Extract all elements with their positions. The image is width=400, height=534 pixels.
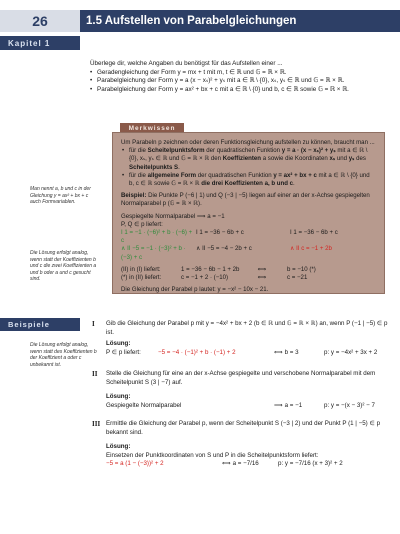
section-title: 1.5 Aufstellen von Parabelgleichungen [86,15,297,27]
memo-formula: y = a · (x − xₛ)² + yₛ [281,147,336,155]
solution-cell: −5 = a (1 − (−3))² + 2 [106,460,164,468]
system-cell: I 1 = −1 · (−6)² + b · (−6) + c [121,229,193,245]
solution-cell: p: y = −7/16 (x + 3)² + 2 [278,460,343,468]
solution-row [106,460,388,469]
solution-cell: p: y = −4x² + 3x + 2 [324,348,378,356]
intro-bullet: • Geradengleichung der Form y = mx + t mit m, t ∈ ℝ und 𝔾 = ℝ × ℝ. [90,69,390,78]
solution-cell: Gespiegelte Normalparabel [106,401,182,409]
sub-cell: 1 = −36 − 6b − 1 + 2b [181,265,240,273]
intro-bullet: • Parabelgleichung der Form y = ax² + bx + c mit a ∈ ℝ \ {0} und b, c ∈ ℝ sowie 𝔾 = ℝ × ℝ. [90,86,390,95]
memo-text: des [354,155,366,163]
solution-intro: Einsetzen der Punktkoordinaten von S und P in die Scheitelpunktsform liefert: [106,451,319,459]
margin-note-koeffizient: Die Lösung erfolgt analog, wenn statt des Koeffizienten b der Koeffizient a oder c unbekannt ist. [30,342,97,368]
system-cell: ∧ II −5 = −1 · (−3)² + b · (−3) + c [121,245,186,261]
beispiele-tab: Beispiele [0,318,80,331]
margin-note-analog: Die Lösung erfolgt analog, wenn statt der Koeffizienten b und c die zwei Koeffizienten a und b oder a und c gesucht sind. [30,250,97,283]
memo-substitution [121,266,376,282]
solution-label: Lösung: [106,443,131,451]
memo-text: der quadratischen Funktion [196,171,274,179]
system-cell: ∧ II −5 = −4 − 2b + c [196,245,252,253]
solution-cell: ⟺ b = 3 [274,348,299,356]
page-number: 26 [0,10,80,32]
system-cell: ∧ II c = −1 + 2b [290,245,332,253]
memo-text: für die [129,147,148,155]
memo-text: mit a ∈ ℝ \ {0} und b, c ∈ ℝ sowie 𝔾 = ℝ × ℝ [129,171,370,188]
memo-bullet-allgemeine-form [121,172,376,188]
memo-text: . [178,163,180,171]
example-task-2 [92,370,388,410]
sub-cell: ⟺ [257,274,267,282]
memo-bold: Koeffizienten [222,155,262,163]
solution-row [106,349,388,358]
memo-result: Die Gleichung der Parabel p lautet: y = −x² − 10x − 21. [121,286,269,294]
memo-bold: xₛ [329,155,336,163]
chapter-tab: Kapitel 1 [0,36,80,50]
example-task-3 [92,420,388,469]
memo-lead: Um Parabeln p zeichnen oder deren Funktionsgleichung aufstellen zu können, braucht man ... [121,139,375,146]
task-text: Stelle die Gleichung für eine an der x-Achse gespiegelte und verschobene Normalparabel mit dem Scheitelpunkt S (3 | −7) auf. [106,370,376,386]
memo-text: für die [129,171,148,179]
solution-cell: P ∈ p liefert: [106,348,141,356]
memo-example [121,192,376,208]
memo-text: der quadratischen Funktion [204,147,282,155]
solution-cell: ⟺ a = −7/16 [222,460,259,468]
intro-bullet: • Parabelgleichung der Form y = a (x − xₛ)² + yₛ mit a ∈ ℝ \ {0}, xₛ, yₛ ∈ ℝ und 𝔾 = ℝ × ℝ. [90,77,390,86]
memo-example-label: Beispiel: [121,192,147,200]
memo-bullets [121,147,376,188]
solution-row [106,402,388,411]
solution-cell: ⟹ a = −1 [274,401,303,409]
memo-formula: y = ax² + bx + c [273,171,317,179]
memo-text: und [335,155,349,163]
sub-cell: b = −10 (*) [287,265,316,273]
task-text: Gib die Gleichung der Parabel p mit y = −4x² + bx + 2 (b ∈ ℝ und 𝔾 = ℝ × ℝ) an, wenn P (−1 | −5) ∈ p ist. [106,320,388,336]
solution-label: Lösung: [106,393,131,401]
solution-cell: −5 = −4 · (−1)² + b · (−1) + 2 [158,348,236,356]
memo-system [121,229,376,262]
memo-bold: die drei Koeffizienten a, b und c [201,180,294,188]
memo-bullet-scheitelform [121,147,376,172]
solution-label: Lösung: [106,340,131,348]
task-text: Ermittle die Gleichung der Parabel p, wenn der Scheitelpunkt S (−3 | 2) und der Punkt P (1 | −5) ∈ p bekannt sind. [106,420,381,436]
intro-block [90,60,390,94]
memo-mirrored: Gespiegelte Normalparabel ⟹ a = −1 [121,212,225,220]
system-cell: I 1 = −36 − 6b + c [196,229,244,237]
memo-bold: Scheitelpunkts S [129,163,179,171]
sub-cell: (*) in (II) liefert: [121,274,162,282]
merkwissen-box [112,132,385,294]
task-numeral: I [92,320,95,328]
memo-bold: allgemeine Form [147,171,197,179]
sub-cell: c = −1 + 2 · (−10) [181,274,229,282]
merkwissen-tab: Merkwissen [120,123,184,134]
task-numeral: II [92,370,98,378]
system-cell: I 1 = −36 − 6b + c [290,229,338,237]
task-numeral: III [92,420,101,428]
solution-cell: p: y = −(x − 3)² − 7 [324,401,375,409]
memo-example-text: Die Punkte P (−6 | 1) und Q (−3 | −5) liegen auf einer an der x-Achse gespiegelten Normalparabel p (𝔾 = ℝ × ℝ). [121,192,370,208]
margin-note-formvariablen: Man nennt a, b und c in der Gleichung y = ax² + bx + c auch Formvariablen. [30,186,91,206]
memo-pq-label: P, Q ∈ p liefert: [121,220,163,228]
sub-cell: ⟺ [257,265,267,273]
example-task-1 [92,320,388,357]
sub-cell: c = −21 [287,274,308,282]
intro-question: Überlege dir, welche Angaben du benötigst für das Aufstellen einer ... [90,60,283,67]
sub-cell: (II) in (I) liefert: [121,265,161,273]
memo-text: a sowie die Koordinaten [261,155,330,163]
memo-bold: yₛ [348,155,355,163]
memo-bold: Scheitelpunktsform [147,147,205,155]
memo-text: . [293,180,295,188]
memo-text: mit a ∈ ℝ \ {0}, xₛ, yₛ ∈ ℝ und 𝔾 = ℝ × ℝ den [129,147,368,163]
intro-bullets [90,69,390,95]
